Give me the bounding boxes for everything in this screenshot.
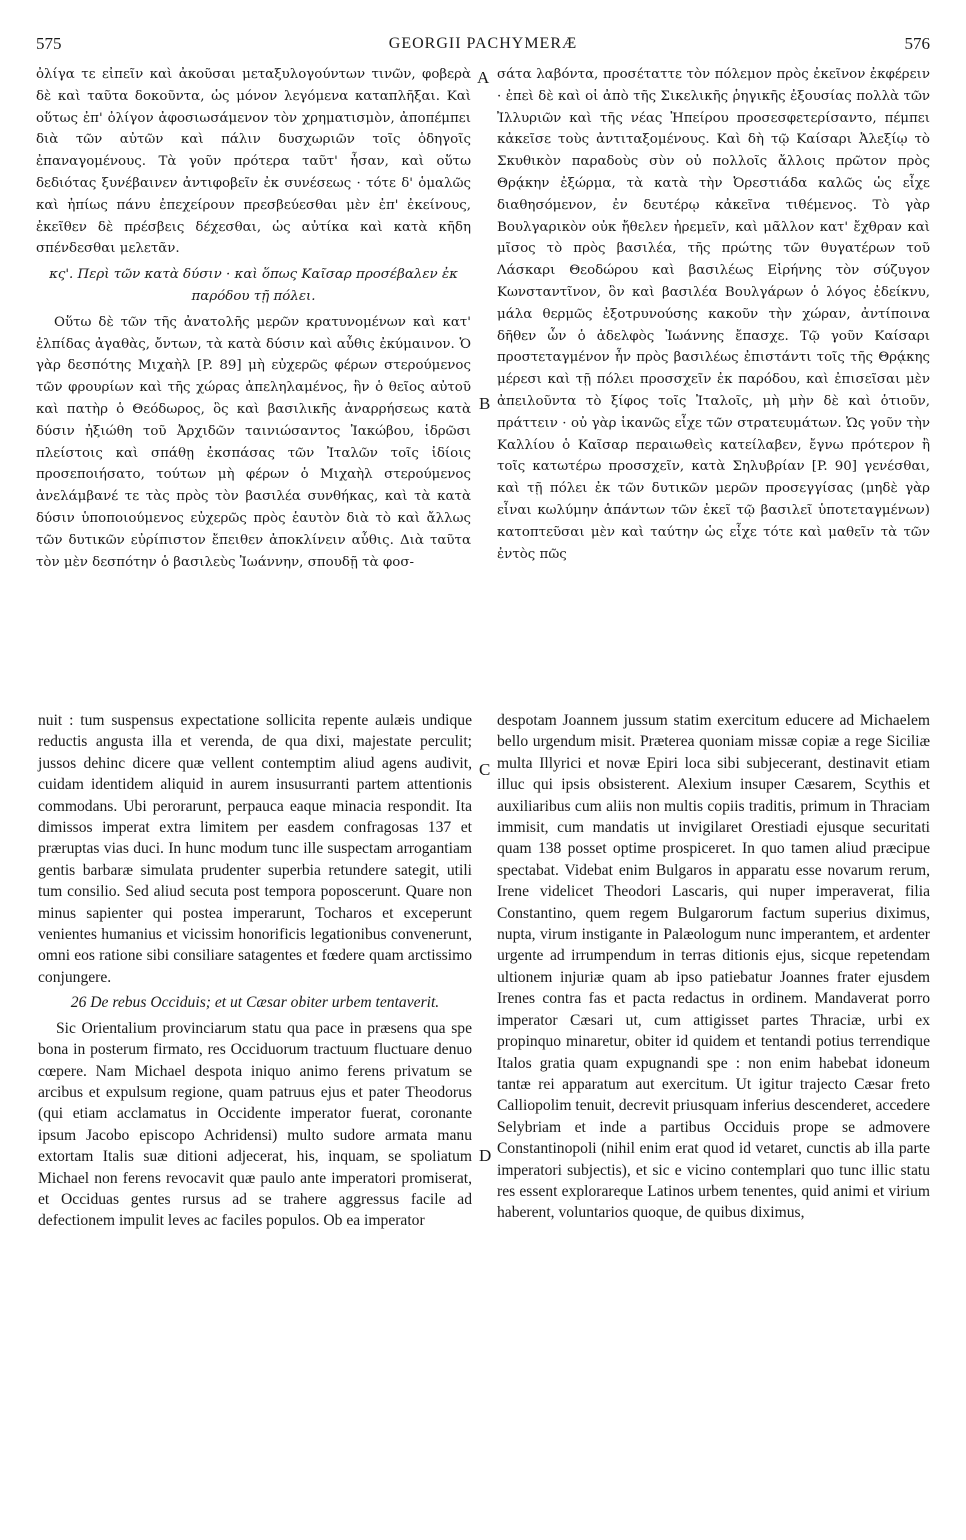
page-number-left: 575 — [36, 34, 62, 53]
margin-letter-c: C — [479, 760, 491, 779]
greek-left-paragraph-1: ὀλίγα τε εἰπεῖν καὶ ἀκοῦσαι μεταξυλογούντων τινῶν, φοβερὰ δὲ καὶ ταῦτα δοκοῦντα, ὡς μόνον λεγόμενα καταπλῆξαι. Καὶ οὕτως ἐπ' ὀλίγον ἀφοσιωσάμενον τὸν χρηματισμὸν, ἀποπέμπει διὰ τῶν αὐτῶν καὶ πάλιν δυσχωριῶν τοῖς ὁδηγοῖς ἐπαναγομένους. Τὰ γοῦν πρότερα ταῦτ' ἦσαν, καὶ οὕτω δεδιότας ξυνέβαινεν ἀντιφοβεῖν ἐκ συνέσεως · τότε δ' ὁμαλῶς καὶ ἠπίως πάνυ ἐπεχείρουν πρεσβεύεσθαι μὲν ἐπ' ἐκείνους, ἐκεῖθεν δὲ πρέσβεις δέχεσθαι, ὡς αὐτίκα καὶ κατὰ κῆδη σπένδεσθαι μελετᾶν. — [36, 67, 471, 257]
latin-chapter-heading: 26 De rebus Occiduis; et ut Cæsar obiter urbem tentaverit. — [70, 994, 440, 1012]
latin-right-paragraph-1: despotam Joannem jussum statim exercitum educere ad Michaelem bello urgendum misit. Præterea quoniam missæ copiæ a rege Siciliæ multa Illyrici et novæ Epiri loca sibi subjecerant, destinavit etiam illuc qui ipsis obsisterent. Alexium insuper Cæsarem, Scythis et auxiliaribus cum aliis non multis copiis traditis, primum in Thraciam immisit, cum mandatis ut invigilaret Orestiadi ejusque securitati quam 138 posset optime prospiceret. In quo tamen aliud præcipue spectabat. Videbat enim Bulgaros in apparatu esse novarum rerum, Irene videlicet Theodori Lascaris, qui nuper imperaverat, filia Constantino, quem regem Bulgarorum factum superius diximus, nupta, virum instigante in Palæologum nunc imperantem, et ardenter urgente ad irrumpendum in terras ditionis ejus, sicque repetendam ultionem injuriæ quam ab ipso patiebatur Joannes frater ejusdem Irenes contra fas et pacta redactus in ordinem. Mandaverat porro imperator Cæsari ut, cum attigisset partes Thraciæ, urbi ex propinquo minaretur, obiter id quidem et tentandi potius terrendique Italos gratia quam expugnandi spe : non enim habebat idoneum tantæ rei apparatum aut exercitum. Ut igitur trajecto Cæsar freto Calliopolim tenuit, decrevit priusquam inferius descenderet, accedere Selybriam et inde a partibus Occiduis prope se admovere Constantinopoli (nihil enim erat quod id vetaret, cunctis ab illa parte imperatori subjectis), et sic e vicino contemplari quo tunc illic statu res essent explorareque Latinos urbem tenentes, quid animi et virium haberent, voluntarios quoque, de quibus diximus, — [497, 712, 930, 1222]
latin-column-right — [497, 710, 930, 1224]
greek-left-paragraph-2: Οὕτω δὲ τῶν τῆς ἀνατολῆς μερῶν κρατυνομένων καὶ κατ' ἐλπίδας ἀγαθὰς, ὄντων, τὰ κατὰ δύσιν καὶ αὖθις ἐκύμαινον. Ὁ γὰρ δεσπότης Μιχαὴλ [P. 89] μὴ εὐχερῶς φέρων στερούμενος τῶν φρουρίων καὶ τῆς χώρας ἀπεληλαμένος, ἣν ὁ θεῖος αὐτοῦ καὶ πατὴρ ὁ Θεόδωρος, ὃς καὶ βασιλικῆς ἀναρρήσεως κατὰ δύσιν ἠξιώθη τοῦ Ἀρχιδῶν ταινιώσαντος Ἰακώβου, ἱδρῶσι πλείστοις καὶ σπάθῃ ἐκσπάσας τῶν Ἰταλῶν τοῖς ἰδίοις προσεποιήσατο, τούτων μὴ φέρων ὁ Μιχαὴλ στερούμενος ἀνελάμβανέ τε τὰς πρὸς τὸν βασιλέα συνθήκας, καὶ τὰ κατὰ δύσιν ὑποποιούμενος εὐχερῶς πρὸς ἑαυτὸν διὰ τὸ καὶ ἄλλως τῶν δυτικῶν εὐρίπιστον ἔπειθεν ἀποκλίνειν αὖθις. Διὰ ταῦτα τὸν μὲν δεσπότην ὁ βασιλεὺς Ἰωάννην, σπουδῇ τὰ φοσ- — [36, 314, 471, 570]
greek-column-left — [36, 64, 471, 573]
running-header — [36, 34, 930, 58]
page-number-right: 576 — [904, 34, 930, 53]
greek-right-paragraph-1: σάτα λαβόντα, προσέταττε τὸν πόλεμον πρὸς ἐκεῖνον ἐκφέρειν · ἐπεὶ δὲ καὶ οἱ ἀπὸ τῆς Σικελικῆς ῥηγικῆς ἐξουσίας πολλὰ τῶν Ἰλλυριῶν καὶ τῆς νέας Ἠπείρου προσεσφετερίσαντο, πέμπει κἀκεῖσε τοὺς ἀντιταξομένους. Καὶ δὴ τῷ Καίσαρι Ἀλεξίῳ τὸ Σκυθικὸν παραδοὺς σὺν οὐ πολλοῖς ἄλλοις πρῶτον πρὸς Θρᾴκην ἐξώρμα, τὰ κατὰ τὴν Ὀρεστιάδα καλῶς ὡς εἶχε διαθησόμενον, ἐν δευτέρῳ κἀκεῖνα τιθέμενος. Τὸ γὰρ Βουλγαρικὸν οὐκ ἤθελεν ἠρεμεῖν, καὶ μᾶλλον κατ' ἔχθραν καὶ μῖσος τὸ πρὸς βασιλέα, τῆς πρώτης τῶν θυγατέρων τοῦ Λάσκαρι Θεοδώρου καὶ βασιλέως Εἰρήνης τὸν σύζυγον Κωνσταντῖνον, ὃν καὶ βασιλέα Βουλγάρων ὁ λόγος ἐδείκνυ, μάλα θερμῶς ἐξοτρυνούσης κακοῦν τὴν χώραν, ἀντίποινα δῆθεν ὧν ὁ ἀδελφὸς Ἰωάννης ἔπασχε. Τῷ γοῦν Καίσαρι προστεταγμένον ἦν πρὸς βασιλέως ἐπιστάντι τοῖς τῆς Θρᾴκης μέρεσι καὶ τῇ πόλει προσσχεῖν ἐκ παρόδου, καὶ ἐπισεῖσαι μὲν ἀπειλοῦντα τὸ ξίφος τοῖς Ἰταλοῖς, μὴ μὴν δὲ καὶ ὁτιοῦν, πράττειν · οὐ γὰρ ἱκανῶς εἶχε τῶν στρατευμάτων. Ὡς γοῦν τὴν Καλλίου ὁ Καῖσαρ περαιωθεὶς κατείλαβεν, ἔγνω πρότερον ἢ τοῖς κατωτέρω προσσχεῖν, κατὰ Σηλυβρίαν [P. 90] γενέσθαι, καὶ τῇ πόλει ἐκ τῶν δυτικῶν μερῶν προσεγγίσας (μηδὲ γὰρ εἶναι κωλύμην ἁπάντων τῶν ἐκεῖ τῷ βασιλεῖ ὑποτεταγμένων) κατοπτεῦσαι μὲν καὶ ταύτην ὡς εἶχε τότε καὶ μαθεῖν τὰ τῶν ἐντὸς πῶς — [497, 67, 930, 562]
running-title: GEORGII PACHYMERÆ — [388, 35, 578, 52]
margin-letter-b: B — [479, 394, 491, 413]
greek-column-right — [497, 64, 930, 565]
margin-letter-d: D — [479, 1146, 492, 1165]
greek-chapter-heading: κς'. Περὶ τῶν κατὰ δύσιν · καὶ ὅπως Καῖσαρ προσέβαλεν ἐκ παρόδου τῇ πόλει. — [49, 267, 458, 304]
latin-left-paragraph-2: Sic Orientalium provinciarum statu qua pace in præsens qua spe bona in posterum firmato, res Occiduorum tractuum fluctuare denuo cœpere. Nam Michael despota iniquo animo ferens privatum se arcibus et expulsum regione, quam patruus ejus et pater Theodorus (qui etiam acclamatus in Occidente imperator fuerat, coronante ipsum Jacobo episcopo Achridensi) multo sudore armata manu extortam Italis suæ ditioni adjecerat, his, inquam, se spoliatum Michael non ferens revocavit quæ paulo ante imperatori promiserat, et Occiduas gentes rursus ad se trahere aggressus facile ad defectionem impulit leves ac faciles populos. Ob ea imperator — [38, 1019, 472, 1230]
latin-column-left — [38, 710, 472, 1232]
latin-left-paragraph-1: nuit : tum suspensus expectatione sollicita repente aulæis undique reductis angusta illa et verenda, de qua dixi, majestate perculit; jussos dehinc dicere quæ vellent contemptim aliud agens audivit, cuidam identidem aliquid in aurem insusurranti partem attentionis commodans. Ubi perorarunt, perpauca eaque minacia respondit. Ita dimissos imperat extra limitem per easdem confragosas 137 et præruptas vias duci. In hunc modum tunc ille suspectam arrogantiam gentis barbaræ simulata prudenter superbia retundere sategit, utili tum consilio. Sed aliud secuta post tempora poposcerunt. Quare non minus sapienter qui postea imperarunt, Tocharos et exceperunt venientes humanius et vicissim honorificis legationibus convenerunt, omni eos ratione sibi consiliare satagentes et fœdere quam arctissimo conjungere. — [38, 712, 472, 986]
margin-letter-a: A — [477, 68, 490, 87]
